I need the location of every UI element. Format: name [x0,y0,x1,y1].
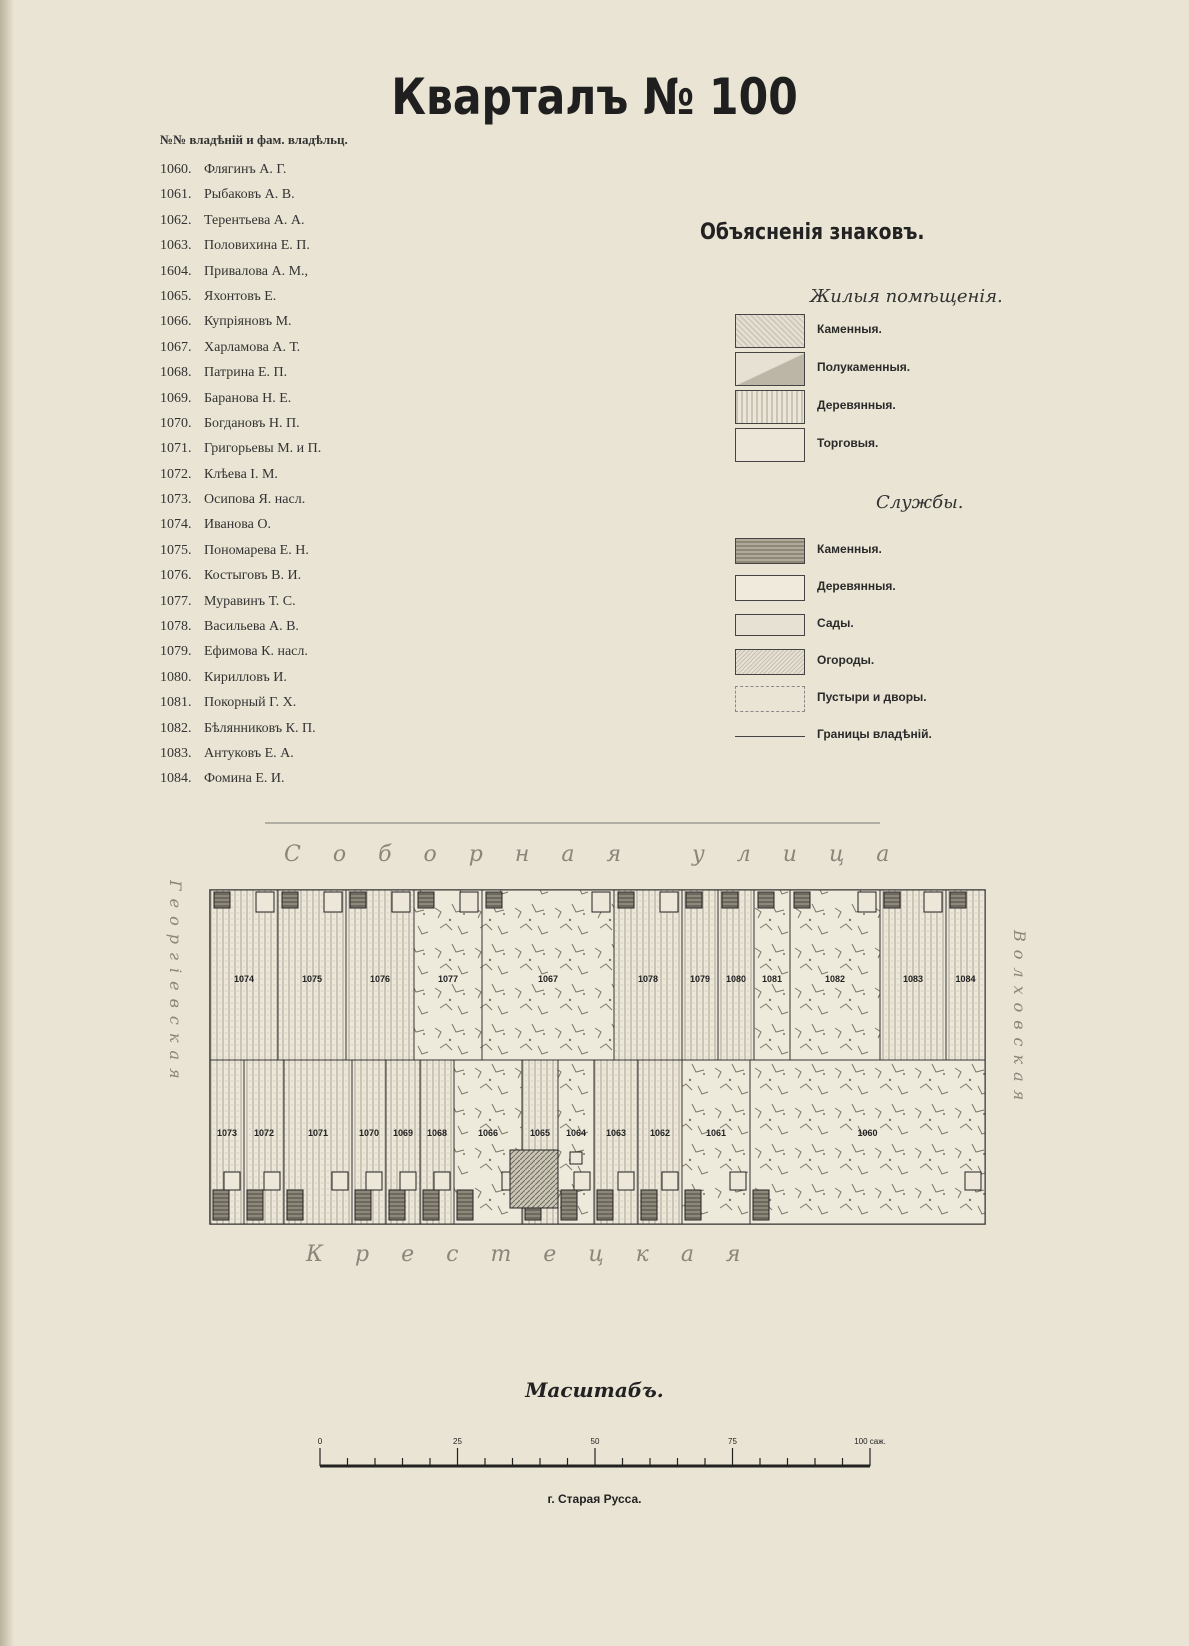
legend-label: Деревянныя. [817,398,896,412]
building [256,892,274,912]
plot-number: 1065 [529,1128,551,1138]
owner-row [160,741,490,766]
legend-item [735,534,1055,570]
plot-number: 1060 [857,1128,878,1138]
building [641,1190,657,1220]
owner-row [160,360,490,385]
plot-number: 1082 [824,974,846,984]
legend-swatch [735,428,805,462]
building [224,1172,240,1190]
street-left-label: Георгіевская [166,880,185,1087]
owner-row [160,284,490,309]
plot-number: 1062 [649,1128,671,1138]
owner-row [160,487,490,512]
plot-number: 1080 [725,974,747,984]
legend-label: Пустыри и дворы. [817,690,927,704]
scale-tick-label: 25 [453,1437,462,1446]
owner-row [160,462,490,487]
owner-name: Терентьева А. А. [204,212,305,228]
plot-number: 1077 [437,974,459,984]
plot-number: 1078 [637,974,659,984]
page-title: Кварталъ № 100 [391,68,798,126]
plot-number: 1071 [307,1128,329,1138]
legend-residential-title: Жилыя помѣщенія. [810,286,1003,307]
owner-number: 1060. [160,162,192,177]
legend-swatch [735,649,805,675]
building [287,1190,303,1220]
building [282,892,298,908]
legend-swatch [735,614,805,636]
building [730,1172,746,1190]
owner-name: Григорьевы М. и П. [204,441,322,457]
owner-number: 1079. [160,644,192,660]
building [457,1190,473,1220]
owner-number: 1076. [160,568,192,584]
plot-number: 1069 [392,1128,414,1138]
legend-label: Каменныя. [817,542,882,556]
legend-item [735,719,1055,755]
owner-row [160,538,490,563]
owner-number: 1072. [160,466,192,482]
owner-name: Богдановъ Н. П. [204,415,300,431]
owner-name: Половихина Е. П. [204,238,310,254]
street-right-label: Волховская [1010,930,1029,1109]
building [561,1190,577,1220]
building [950,892,966,908]
owner-number: 1062. [160,212,192,228]
legend-swatch [735,314,805,348]
scale-title: Масштабъ. [525,1378,664,1402]
owner-row [160,411,490,436]
owner-row [160,639,490,664]
legend-title: Объясненія знаковъ. [700,220,925,245]
owner-number: 1604. [160,263,192,279]
legend-services-title: Службы. [876,492,964,513]
owner-name: Пономарева Е. Н. [204,542,309,558]
owner-row [160,512,490,537]
owner-row [160,182,490,207]
scale-tick-label: 0 [317,1437,323,1446]
legend-swatch [735,538,805,564]
legend-item [735,314,1055,350]
owner-name: Васильева А. В. [204,619,299,635]
owner-name: Привалова А. М., [204,263,309,279]
legend-item [735,571,1055,607]
owner-row [160,766,490,791]
legend-swatch [735,390,805,424]
plot-number: 1083 [902,974,924,984]
building [753,1190,769,1220]
building [884,892,900,908]
plot-number: 1075 [301,974,323,984]
owner-number: 1061. [160,187,192,203]
building [423,1190,439,1220]
owner-name: Баранова Н. Е. [204,390,292,406]
building [722,892,738,908]
building [686,892,702,908]
plot-number: 1074 [233,974,255,984]
owner-name: Бѣлянниковъ К. П. [204,720,316,736]
legend-label: Границы владѣній. [817,727,932,741]
owner-row [160,335,490,360]
building [366,1172,382,1190]
legend-item [735,645,1055,681]
scale-tick-label: 100 саж. [854,1437,886,1446]
building [460,892,478,912]
building [662,1172,678,1190]
owner-name: Харламова А. Т. [204,339,301,355]
building [247,1190,263,1220]
legend-label: Каменныя. [817,322,882,336]
legend-item [735,428,1055,464]
legend-swatch [735,686,805,712]
owner-number: 1082. [160,720,192,736]
owner-number: 1083. [160,745,192,761]
plot-number: 1068 [426,1128,448,1138]
street-top-label: Соборная улица [284,842,922,867]
plot-number: 1073 [216,1128,238,1138]
legend-item [735,352,1055,388]
owner-row [160,259,490,284]
plot-number: 1084 [955,974,976,984]
owner-row [160,233,490,258]
building [592,892,610,912]
building [332,1172,348,1190]
building [389,1190,405,1220]
owner-number: 1078. [160,619,192,635]
owner-name: Покорный Г. Х. [204,695,297,711]
building [685,1190,701,1220]
owner-name: Купріяновъ М. [204,314,292,330]
owner-row [160,690,490,715]
owner-name: Фомина Е. И. [204,771,285,787]
owner-row [160,614,490,639]
owner-row [160,589,490,614]
legend-swatch [735,575,805,601]
building [758,892,774,908]
owners-header: №№ владѣній и фам. владѣльц. [160,132,348,147]
legend-label: Сады. [817,616,854,630]
plot-number: 1081 [761,974,783,984]
owner-number: 1074. [160,517,192,533]
legend-label: Торговыя. [817,436,879,450]
plot-number: 1072 [253,1128,275,1138]
building [400,1172,416,1190]
owner-row [160,436,490,461]
owner-number: 1073. [160,492,192,508]
owner-row [160,309,490,334]
owner-row [160,208,490,233]
owner-number: 1081. [160,695,192,711]
legend-label: Деревянныя. [817,579,896,593]
legend-item [735,608,1055,644]
building [434,1172,450,1190]
owner-name: Кирилловъ И. [204,669,287,685]
legend-swatch [735,719,805,737]
owner-number: 1075. [160,542,192,558]
building [350,892,366,908]
owner-number: 1063. [160,238,192,254]
plot-number: 1076 [369,974,391,984]
owner-name: Антуковъ Е. А. [204,745,294,761]
legend-label: Огороды. [817,653,875,667]
owner-name: Осипова Я. насл. [204,492,306,508]
plot-number: 1063 [605,1128,627,1138]
plot-number: 1066 [477,1128,499,1138]
owner-number: 1080. [160,669,192,685]
building [794,892,810,908]
plot-1060 [750,1060,985,1224]
street-bottom-label: Крестецкая [306,1242,773,1267]
building [418,892,434,908]
plot-number: 1067 [537,974,559,984]
legend-item [735,682,1055,718]
owner-rows [160,157,490,792]
building [858,892,876,912]
building [618,1172,634,1190]
owner-row [160,665,490,690]
building [570,1152,582,1164]
owner-number: 1066. [160,314,192,330]
owner-number: 1071. [160,441,192,457]
owner-name: Рыбаковъ А. В. [204,187,295,203]
owner-name: Клѣева І. М. [204,466,278,482]
owner-name: Муравинъ Т. С. [204,593,296,609]
block-map [150,820,1010,1240]
plot-number: 1079 [689,974,711,984]
building [486,892,502,908]
owners-list [160,132,490,792]
building [574,1172,590,1190]
owner-number: 1084. [160,771,192,787]
owner-number: 1065. [160,288,192,304]
building [510,1150,558,1208]
owner-name: Костыговъ В. И. [204,568,302,584]
building [924,892,942,912]
building [965,1172,981,1190]
owner-name: Яхонтовъ Е. [204,288,277,304]
building [660,892,678,912]
owner-row [160,716,490,741]
owner-row [160,386,490,411]
owner-name: Ефимова К. насл. [204,644,308,660]
plot-number: 1061 [705,1128,727,1138]
owner-row [160,157,490,182]
scale-tick-label: 75 [728,1437,737,1446]
legend-label: Полукаменныя. [817,360,911,374]
city-caption: г. Старая Русса. [547,1492,642,1506]
owner-name: Флягинъ А. Г. [204,162,287,177]
building [392,892,410,912]
building [213,1190,229,1220]
owner-number: 1077. [160,593,192,609]
building [618,892,634,908]
scale-tick-label: 50 [590,1437,600,1446]
building [355,1190,371,1220]
owner-number: 1070. [160,415,192,431]
owner-number: 1069. [160,390,192,406]
plot-number: 1064 [565,1128,587,1138]
owner-number: 1068. [160,365,192,381]
building [324,892,342,912]
owner-name: Патрина Е. П. [204,365,288,381]
building [214,892,230,908]
owner-row [160,563,490,588]
plot-number: 1070 [358,1128,380,1138]
legend-item [735,390,1055,426]
owner-number: 1067. [160,339,192,355]
owner-name: Иванова О. [204,517,271,533]
building [264,1172,280,1190]
building [597,1190,613,1220]
scale-bar [310,1420,890,1480]
legend-swatch [735,352,805,386]
